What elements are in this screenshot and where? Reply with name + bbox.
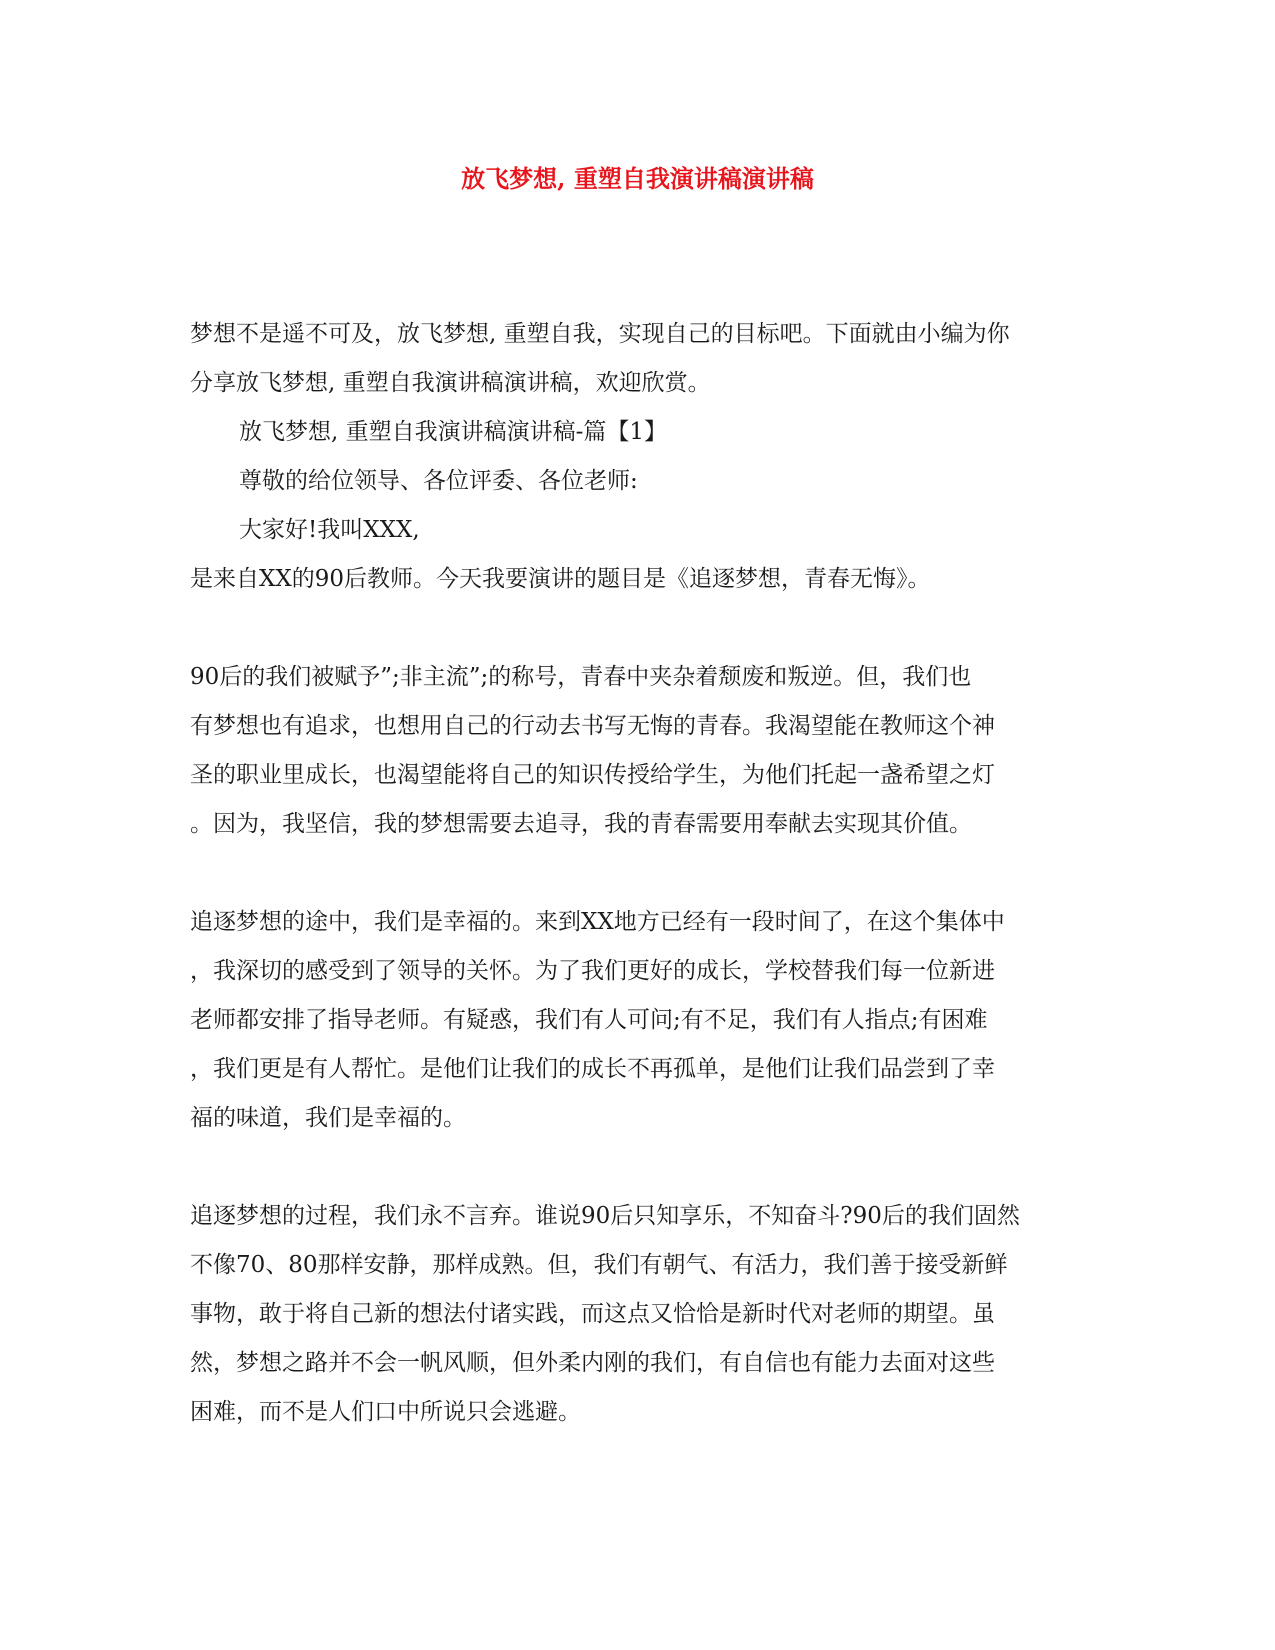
paragraph-gap	[190, 1143, 1080, 1192]
paragraph-2-line: ，我们更是有人帮忙。是他们让我们的成长不再孤单，是他们让我们品尝到了幸	[190, 1056, 995, 1082]
paragraph-gap	[190, 604, 1080, 653]
paragraph-2-line: 老师都安排了指导老师。有疑惑，我们有人可问;有不足，我们有人指点;有困难	[190, 1007, 988, 1033]
paragraph-1-line: 90后的我们被赋予”;非主流”;的称号，青春中夹杂着颓废和叛逆。但，我们也	[190, 664, 972, 690]
paragraph-3-line: 事物，敢于将自己新的想法付诸实践，而这点又恰恰是新时代对老师的期望。虽	[190, 1301, 995, 1327]
intro-line: 梦想不是遥不可及，放飞梦想, 重塑自我，实现自己的目标吧。下面就由小编为你	[190, 321, 1010, 347]
paragraph-3-line: 困难，而不是人们口中所说只会逃避。	[190, 1399, 581, 1425]
paragraph-1-line: 有梦想也有追求，也想用自己的行动去书写无悔的青春。我渴望能在教师这个神	[190, 713, 995, 739]
paragraph-gap	[190, 849, 1080, 898]
paragraph-3-line: 不像70、80那样安静，那样成熟。但，我们有朝气、有活力，我们善于接受新鲜	[190, 1252, 1008, 1278]
paragraph-2-line: 福的味道，我们是幸福的。	[190, 1105, 466, 1131]
salutation: 尊敬的给位领导、各位评委、各位老师:	[239, 468, 638, 494]
paragraph-1-line: 圣的职业里成长，也渴望能将自己的知识传授给学生，为他们托起一盏希望之灯	[190, 762, 995, 788]
intro-line: 分享放飞梦想, 重塑自我演讲稿演讲稿，欢迎欣赏。	[190, 370, 711, 396]
paragraph-3-line: 然，梦想之路并不会一帆风顺，但外柔内刚的我们，有自信也有能力去面对这些	[190, 1350, 995, 1376]
section-heading: 放飞梦想, 重塑自我演讲稿演讲稿-篇【1】	[239, 419, 668, 445]
paragraph-3-line: 追逐梦想的过程，我们永不言弃。谁说90后只知享乐，不知奋斗?90后的我们固然	[190, 1203, 1020, 1229]
greeting: 大家好!我叫XXX,	[239, 517, 420, 543]
paragraph-2-line: 追逐梦想的途中，我们是幸福的。来到XX地方已经有一段时间了，在这个集体中	[190, 909, 1005, 935]
paragraph-2-line: ，我深切的感受到了领导的关怀。为了我们更好的成长，学校替我们每一位新进	[190, 958, 995, 984]
document-title: 放飞梦想, 重塑自我演讲稿演讲稿	[461, 164, 814, 193]
document-body	[190, 310, 1080, 1437]
paragraph-1-line: 。因为，我坚信，我的梦想需要去追寻，我的青春需要用奉献去实现其价值。	[190, 811, 972, 837]
greeting-continuation: 是来自XX的90后教师。今天我要演讲的题目是《追逐梦想，青春无悔》。	[190, 566, 931, 592]
